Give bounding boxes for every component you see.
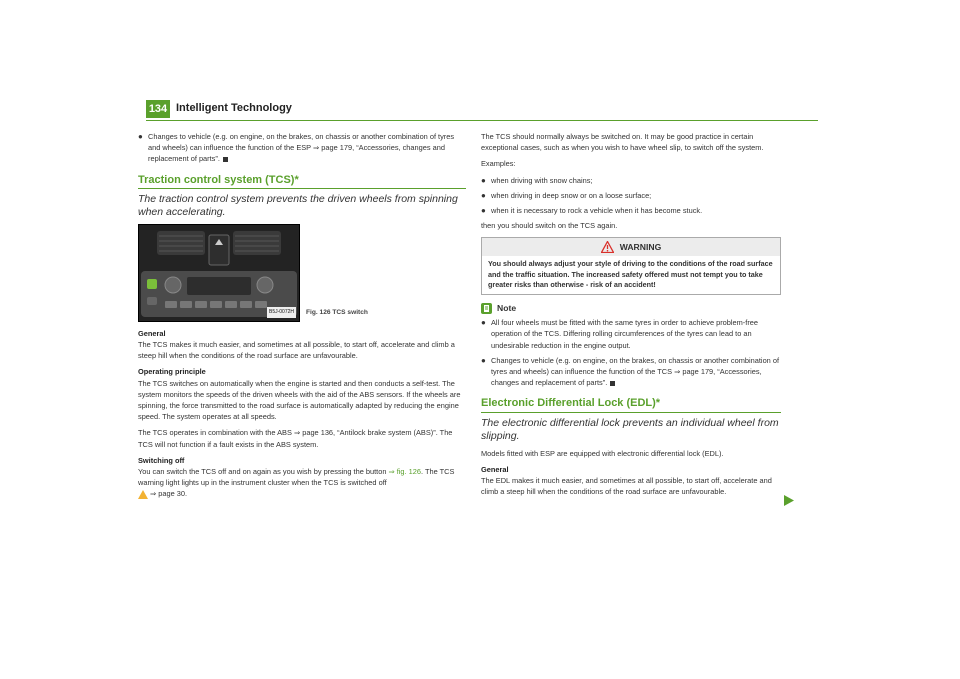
right-column <box>481 131 781 502</box>
paragraph: Models fitted with ESP are equipped with electronic differential lock (EDL). <box>481 448 724 458</box>
figure-link[interactable]: ⇒ fig. 126 <box>388 467 421 477</box>
figure-caption: Fig. 126 TCS switch <box>306 308 368 316</box>
section-title-tcs: Traction control system (TCS)* <box>138 175 466 189</box>
running-title: Intelligent Technology <box>176 102 292 114</box>
tcs-warning-light-icon <box>138 490 148 499</box>
end-mark-icon <box>223 157 228 162</box>
operating-principle-text-1: The TCS switches on automatically when the engine is started and then conducts a self-test. The system monitors the speeds of the driven wheels with the aid of the ABS sensors. If the wheels are spinning, the force transmitted to the road surface is automatically adapted by reducing the engine speed. The system operates at all speeds. <box>138 378 461 422</box>
bullet-icon: ● <box>481 318 486 328</box>
bullet-item: ● Changes to vehicle (e.g. on engine, on the brakes, on chassis or another combination of tyres and wheels) can influence the function of the ESP ⇒ page 179, “Accessories, changes and replacement of parts”. <box>138 132 455 164</box>
edl-general-text: The EDL makes it much easier, and sometimes at all possible, to start off, accelerate and climb a steep hill when the conditions of the road surface are unfavourable. <box>481 475 772 497</box>
general-text: The TCS makes it much easier, and sometimes at all possible, to start off, accelerate and climb a steep hill when the conditions of the road surface are unfavourable. <box>138 340 455 361</box>
tcs-switch-figure <box>138 224 300 322</box>
paragraph: then you should switch on the TCS again. <box>481 221 618 231</box>
paragraph: The TCS should normally always be switched on. It may be good practice in certain exceptional cases, such as when you wish to have wheel slip, to switch off the system. <box>481 132 764 153</box>
bullet-icon: ● <box>138 132 143 141</box>
note-item: ● All four wheels must be fitted with the same tyres in order to achieve problem-free operation of the TCS. Differing rolling circumferences of the tyres can lead to an undesirable reduction in the engine output. <box>481 318 759 350</box>
end-mark-icon <box>610 381 615 386</box>
list-item: ● when it is necessary to rock a vehicle when it has become stuck. <box>481 206 703 216</box>
operating-principle-text-2: The TCS operates in combination with the ABS ⇒ page 136, “Antilock brake system (ABS)”. The TCS will not function if a fault exists in the ABS system. <box>138 428 453 449</box>
note-item: ● Changes to vehicle (e.g. on engine, on the brakes, on chassis or another combination of tyres and wheels) can influence the function of the TCS ⇒ page 179, “Accessories, changes and replacement of parts”. <box>481 355 780 388</box>
warning-triangle-icon <box>601 241 614 253</box>
note-icon <box>481 303 492 314</box>
bullet-icon: ● <box>481 175 486 185</box>
switching-off-heading: Switching off <box>138 455 185 465</box>
bullet-icon: ● <box>481 190 486 200</box>
figure <box>138 224 466 322</box>
note-heading: Note <box>481 303 781 314</box>
list-item: ● when driving in deep snow or on a loose surface; <box>481 190 652 200</box>
examples-label: Examples: <box>481 159 516 169</box>
operating-principle-heading: Operating principle <box>138 367 206 377</box>
section-intro: The traction control system prevents the driven wheels from spinning when accelerating. <box>138 192 458 218</box>
warning-text: You should always adjust your style of driving to the conditions of the road surface and the traffic situation. The increased safety offered must not tempt you to take greater risks than otherwise - risk of an accident! <box>488 259 773 290</box>
switching-off-text: You can switch the TCS off and on again as you wish by pressing the button ⇒ fig. 126. The TCS warning light lights up in the instrument cluster when the TCS is switched off ⇒ page 30. <box>138 467 455 499</box>
bullet-icon: ● <box>481 206 486 216</box>
warning-box <box>481 237 781 295</box>
page-number: 134 <box>146 100 170 118</box>
warning-title: WARNING <box>482 238 780 256</box>
edl-general-heading: General <box>481 464 509 474</box>
general-heading: General <box>138 328 166 338</box>
list-item: ● when driving with snow chains; <box>481 175 593 185</box>
figure-code: B5J-0072H <box>267 307 296 318</box>
next-page-arrow-icon[interactable] <box>784 493 794 511</box>
bullet-icon: ● <box>481 355 486 365</box>
section-intro: The electronic differential lock prevents an individual wheel from slipping. <box>481 416 779 442</box>
left-column <box>138 131 466 505</box>
section-title-edl: Electronic Differential Lock (EDL)* <box>481 398 781 412</box>
page-header <box>146 100 818 121</box>
